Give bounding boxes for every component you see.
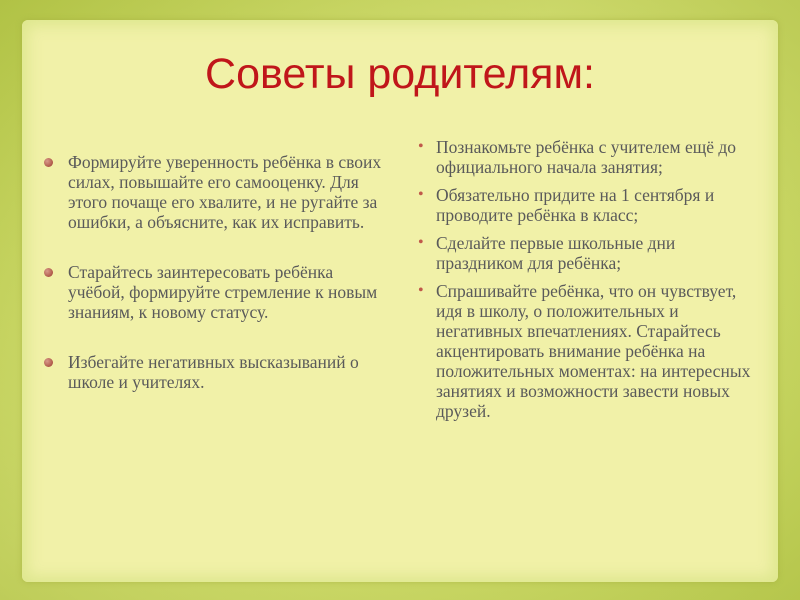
list-item [412,137,757,177]
list-item-text: Спрашивайте ребёнка, что он чувствует, идя в школу, о положительных и негативных впечатлениях. Старайтесь акцентировать внимание ребёнка на положительных моментах: на интересных занятиях и возможности завести новых друзей. [436,281,751,421]
right-bullet-list [412,137,757,421]
list-item [412,281,757,421]
bullet-dot-icon: • [418,138,424,155]
list-item-text: Старайтесь заинтересовать ребёнка учёбой, формируйте стремление к новым знаниям, к новому статусу. [68,262,378,322]
bullet-dot-icon: • [418,186,424,203]
list-item [412,233,757,273]
list-item-text: Сделайте первые школьные дни праздником для ребёнка; [436,233,676,273]
left-column [40,152,385,422]
list-item [40,152,385,232]
bullet-dot-icon [44,358,53,367]
list-item-text: Обязательно придите на 1 сентября и проводите ребёнка в класс; [436,185,715,225]
list-item [412,185,757,225]
bullet-dot-icon [44,268,53,277]
list-item [40,262,385,322]
list-item-text: Познакомьте ребёнка с учителем ещё до официального начала занятия; [436,137,737,177]
bullet-dot-icon: • [418,234,424,251]
bullet-dot-icon: • [418,282,424,299]
bullet-dot-icon [44,158,53,167]
right-column [412,137,757,429]
list-item-text: Формируйте уверенность ребёнка в своих силах, повышайте его самооценку. Для этого почаще его хвалите, и не ругайте за ошибки, а объясните, как их исправить. [68,152,382,232]
list-item [40,352,385,392]
left-bullet-list [40,152,385,392]
slide-title: Советы родителям: [205,50,595,98]
list-item-text: Избегайте негативных высказываний о школе и учителях. [68,352,359,392]
